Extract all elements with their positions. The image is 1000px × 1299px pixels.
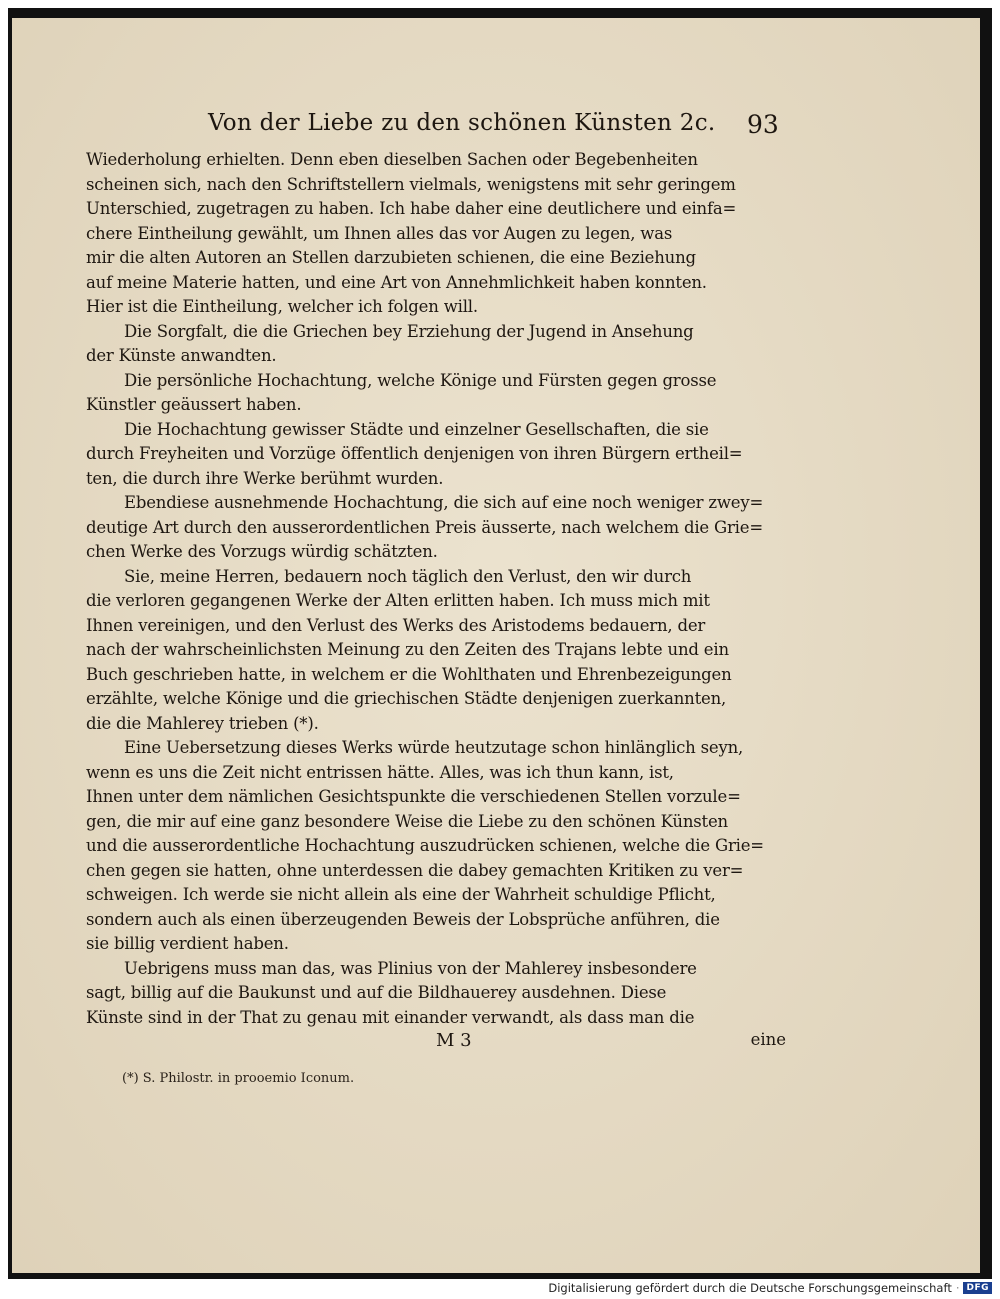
text-line: wenn es uns die Zeit nicht entrissen hätte. Alles, was ich thun kann, ist, [86, 762, 674, 782]
page-header [12, 110, 980, 144]
text-line: die die Mahlerey trieben (*). [86, 713, 319, 733]
credit-separator: · [955, 1281, 960, 1295]
text-line: Ihnen vereinigen, und den Verlust des Werks des Aristodems bedauern, der [86, 615, 706, 635]
text-line: nach der wahrscheinlichsten Meinung zu den Zeiten des Trajans lebte und ein [86, 640, 729, 659]
text-line: mir die alten Autoren an Stellen darzubieten schienen, die eine Beziehung [86, 248, 696, 267]
text-line: Ihnen unter dem nämlichen Gesichtspunkte die verschiedenen Stellen vorzule= [86, 787, 741, 806]
text-line: Künste sind in der That zu genau mit einander verwandt, als dass man die [86, 1007, 695, 1027]
text-line: deutige Art durch den ausserordentlichen Preis äusserte, nach welchem die Grie= [86, 517, 763, 537]
digitization-credit [548, 1279, 992, 1297]
text-line: chere Eintheilung gewählt, um Ihnen alles das vor Augen zu legen, was [86, 223, 673, 243]
text-line: durch Freyheiten und Vorzüge öffentlich denjenigen von ihren Bürgern ertheil= [86, 444, 743, 463]
text-line: Eine Uebersetzung dieses Werks würde heutzutage schon hinlänglich seyn, [124, 738, 744, 757]
dfg-logo: DFG [963, 1282, 992, 1294]
text-line: sondern auch als einen überzeugenden Beweis der Lobsprüche anführen, die [86, 909, 720, 929]
text-line: Künstler geäussert haben. [86, 395, 302, 414]
text-line: chen gegen sie hatten, ohne unterdessen die dabey gemachten Kritiken zu ver= [86, 860, 744, 880]
book-page [12, 18, 980, 1273]
catchword: eine [750, 1030, 786, 1049]
text-line: scheinen sich, nach den Schriftstellern vielmals, wenigstens mit sehr geringem [86, 174, 736, 194]
catchline [86, 1030, 786, 1056]
text-line: Wiederholung erhielten. Denn eben dieselben Sachen oder Begebenheiten [86, 150, 698, 169]
text-line: Uebrigens muss man das, was Plinius von der Mahlerey insbesondere [124, 958, 697, 978]
scan-frame [8, 8, 992, 1279]
text-line: schweigen. Ich werde sie nicht allein als eine der Wahrheit schuldige Pflicht, [86, 885, 716, 904]
text-line: Hier ist die Eintheilung, welcher ich folgen will. [86, 297, 478, 316]
text-line: Ebendiese ausnehmende Hochachtung, die sich auf eine noch weniger zwey= [124, 493, 764, 512]
credit-text: Digitalisierung gefördert durch die Deutsche Forschungsgemeinschaft [548, 1281, 952, 1295]
running-head: Von der Liebe zu den schönen Künsten 2c. [208, 110, 716, 136]
footnote: (*) S. Philostr. in prooemio Iconum. [122, 1071, 355, 1086]
text-line: Buch geschrieben hatte, in welchem er die Wohlthaten und Ehrenbezeigungen [86, 664, 732, 684]
text-line: die verloren gegangenen Werke der Alten erlitten haben. Ich muss mich mit [86, 591, 710, 610]
text-line: erzählte, welche Könige und die griechischen Städte denjenigen zuerkannten, [86, 689, 727, 708]
text-line: sie billig verdient haben. [86, 934, 289, 953]
text-line: ten, die durch ihre Werke berühmt wurden. [86, 468, 444, 488]
text-line: Die Hochachtung gewisser Städte und einzelner Gesellschaften, die sie [124, 419, 709, 439]
signature-mark: M 3 [436, 1030, 472, 1051]
text-line: sagt, billig auf die Baukunst und auf die Bildhauerey ausdehnen. Diese [86, 983, 667, 1002]
text-line: Die Sorgfalt, die die Griechen bey Erziehung der Jugend in Ansehung [124, 321, 694, 341]
text-line: der Künste anwandten. [86, 346, 277, 365]
text-line: gen, die mir auf eine ganz besondere Weise die Liebe zu den schönen Künsten [86, 811, 728, 831]
text-line: Sie, meine Herren, bedauern noch täglich den Verlust, den wir durch [124, 566, 692, 586]
text-line: Unterschied, zugetragen zu haben. Ich habe daher eine deutlichere und einfa= [86, 199, 737, 218]
text-line: auf meine Materie hatten, und eine Art von Annehmlichkeit haben konnten. [86, 272, 707, 292]
body-text [86, 148, 786, 1030]
text-line: und die ausserordentliche Hochachtung auszudrücken schienen, welche die Grie= [86, 836, 764, 855]
text-line: chen Werke des Vorzugs würdig schätzten. [86, 542, 438, 561]
page-number: 93 [747, 110, 779, 139]
text-line: Die persönliche Hochachtung, welche Könige und Fürsten gegen grosse [124, 370, 717, 390]
